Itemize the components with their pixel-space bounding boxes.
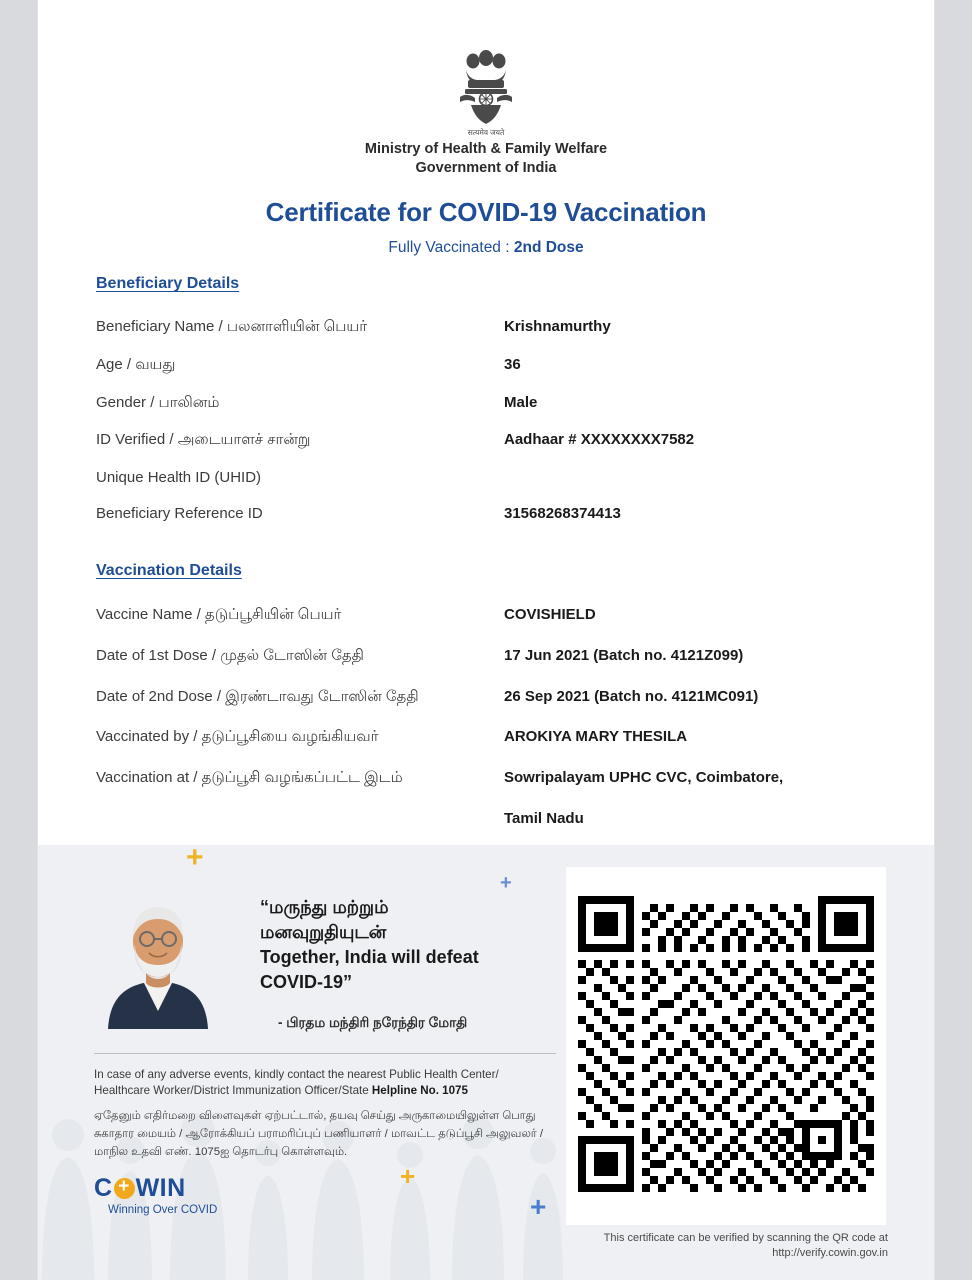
cowin-letters-win: WIN bbox=[135, 1174, 186, 1202]
dose2-date-value: 26 Sep 2021 (Batch no. 4121MC091) bbox=[504, 688, 759, 705]
gender-label: Gender / பாலினம் bbox=[96, 394, 220, 411]
uhid-label: Unique Health ID (UHID) bbox=[96, 469, 262, 486]
india-state-emblem-icon bbox=[454, 44, 518, 137]
beneficiary-reference-id-value: 31568268374413 bbox=[504, 505, 621, 522]
beneficiary-name-label: Beneficiary Name / பலனாளியின் பெயர் bbox=[96, 318, 368, 335]
table-row bbox=[96, 769, 896, 793]
ministry-line-2: Government of India bbox=[415, 160, 557, 176]
table-row bbox=[96, 318, 896, 342]
certificate-sheet bbox=[38, 0, 934, 1280]
id-verified-label: ID Verified / அடையாளச் சான்று bbox=[96, 431, 311, 448]
vaccinated-by-value: AROKIYA MARY THESILA bbox=[504, 728, 688, 745]
id-verified-value: Aadhaar # XXXXXXXX7582 bbox=[504, 431, 695, 448]
decorative-plus-icon: + bbox=[530, 1191, 547, 1222]
pm-quote-author: - பிரதம மந்திரி நரேந்திர மோதி bbox=[278, 1015, 468, 1030]
adverse-events-note bbox=[94, 1067, 564, 1099]
verification-note-line-1: This certificate can be verified by scanning the QR code at bbox=[603, 1232, 888, 1244]
adverse-note-tamil-line-2: சுகாதார மையம் / ஆரோக்கியப் பராமரிப்புப் பணியாளர் / மாவட்ட தடுப்பூசி அலுவலர் / bbox=[94, 1128, 544, 1140]
dose2-date-label: Date of 2nd Dose / இரண்டாவது டோஸின் தேதி bbox=[96, 688, 419, 705]
emblem-container bbox=[38, 44, 934, 137]
adverse-note-line-1: In case of any adverse events, kindly contact the nearest Public Health Center/ bbox=[94, 1068, 499, 1081]
cowin-tagline: Winning Over COVID bbox=[108, 1204, 218, 1216]
verification-url[interactable]: http://verify.cowin.gov.in bbox=[772, 1247, 888, 1259]
footer-divider bbox=[94, 1053, 556, 1054]
dose-status-value: 2nd Dose bbox=[513, 239, 584, 256]
footer-panel bbox=[38, 845, 934, 1280]
beneficiary-details-heading: Beneficiary Details bbox=[96, 275, 240, 292]
cowin-plus-icon bbox=[114, 1178, 135, 1199]
decorative-plus-icon: + bbox=[400, 1161, 416, 1191]
adverse-note-line-2: Healthcare Worker/District Immunization Officer/State bbox=[94, 1084, 372, 1097]
vaccination-at-label: Vaccination at / தடுப்பூசி வழங்கப்பட்ட இடம் bbox=[96, 769, 403, 786]
helpline-number: Helpline No. 1075 bbox=[371, 1084, 468, 1097]
qr-card bbox=[566, 867, 886, 1225]
beneficiary-reference-id-label: Beneficiary Reference ID bbox=[96, 505, 263, 522]
vaccinated-by-label: Vaccinated by / தடுப்பூசியை வழங்கியவர் bbox=[96, 728, 379, 745]
table-row bbox=[96, 505, 896, 529]
age-label: Age / வயது bbox=[96, 356, 176, 373]
verification-qr-code[interactable] bbox=[578, 879, 874, 1209]
table-row bbox=[96, 810, 896, 834]
ministry-line-1: Ministry of Health & Family Welfare bbox=[364, 141, 608, 157]
pm-quote-line-4: COVID-19” bbox=[260, 972, 353, 992]
adverse-events-note-tamil bbox=[94, 1107, 564, 1161]
decorative-plus-icon: + bbox=[500, 872, 512, 894]
decorative-plus-icon: + bbox=[186, 845, 204, 874]
vaccination-at-value-cont: Tamil Nadu bbox=[504, 810, 584, 827]
vaccination-at-value: Sowripalayam UPHC CVC, Coimbatore, bbox=[504, 769, 784, 786]
dose1-date-value: 17 Jun 2021 (Batch no. 4121Z099) bbox=[504, 647, 744, 664]
ministry-heading bbox=[38, 140, 934, 178]
adverse-note-tamil-line-1: ஏதேனும் எதிர்மறை விளைவுகள் ஏற்பட்டால், தயவு செய்து அருகாமையிலுள்ள பொது bbox=[94, 1110, 536, 1122]
vaccination-details-heading: Vaccination Details bbox=[96, 562, 242, 579]
table-row bbox=[96, 431, 896, 455]
vaccine-name-value: COVISHIELD bbox=[504, 606, 596, 623]
dose-status-prefix: Fully Vaccinated : bbox=[388, 239, 514, 256]
dose-status bbox=[38, 239, 934, 257]
page-title: Certificate for COVID-19 Vaccination bbox=[265, 197, 707, 227]
adverse-note-tamil-line-3: மாநில உதவி எண். 1075ஐ தொடர்பு கொள்ளவும். bbox=[94, 1146, 348, 1158]
cowin-letter-c: C bbox=[94, 1174, 113, 1202]
table-row bbox=[96, 606, 896, 630]
cowin-wordmark bbox=[94, 1175, 294, 1202]
table-row bbox=[96, 469, 896, 493]
pm-quote bbox=[260, 895, 560, 995]
table-row bbox=[96, 394, 896, 418]
table-row bbox=[96, 647, 896, 671]
verification-note bbox=[538, 1231, 888, 1261]
table-row bbox=[96, 728, 896, 752]
pm-quote-line-2: மனவுறுதியுடன் bbox=[260, 922, 387, 942]
table-row bbox=[96, 356, 896, 380]
pm-quote-line-1: “மருந்து மற்றும் bbox=[260, 897, 389, 917]
pm-modi-portrait bbox=[94, 891, 222, 1029]
pm-quote-line-3: Together, India will defeat bbox=[260, 947, 479, 967]
table-row bbox=[96, 688, 896, 712]
gender-value: Male bbox=[504, 394, 538, 411]
vaccine-name-label: Vaccine Name / தடுப்பூசியின் பெயர் bbox=[96, 606, 342, 623]
beneficiary-name-value: Krishnamurthy bbox=[504, 318, 611, 335]
emblem-motto: सत्यमेव जयते bbox=[467, 128, 505, 137]
dose1-date-label: Date of 1st Dose / முதல் டோஸின் தேதி bbox=[96, 647, 364, 664]
age-value: 36 bbox=[504, 356, 521, 373]
cowin-logo bbox=[94, 1175, 294, 1216]
